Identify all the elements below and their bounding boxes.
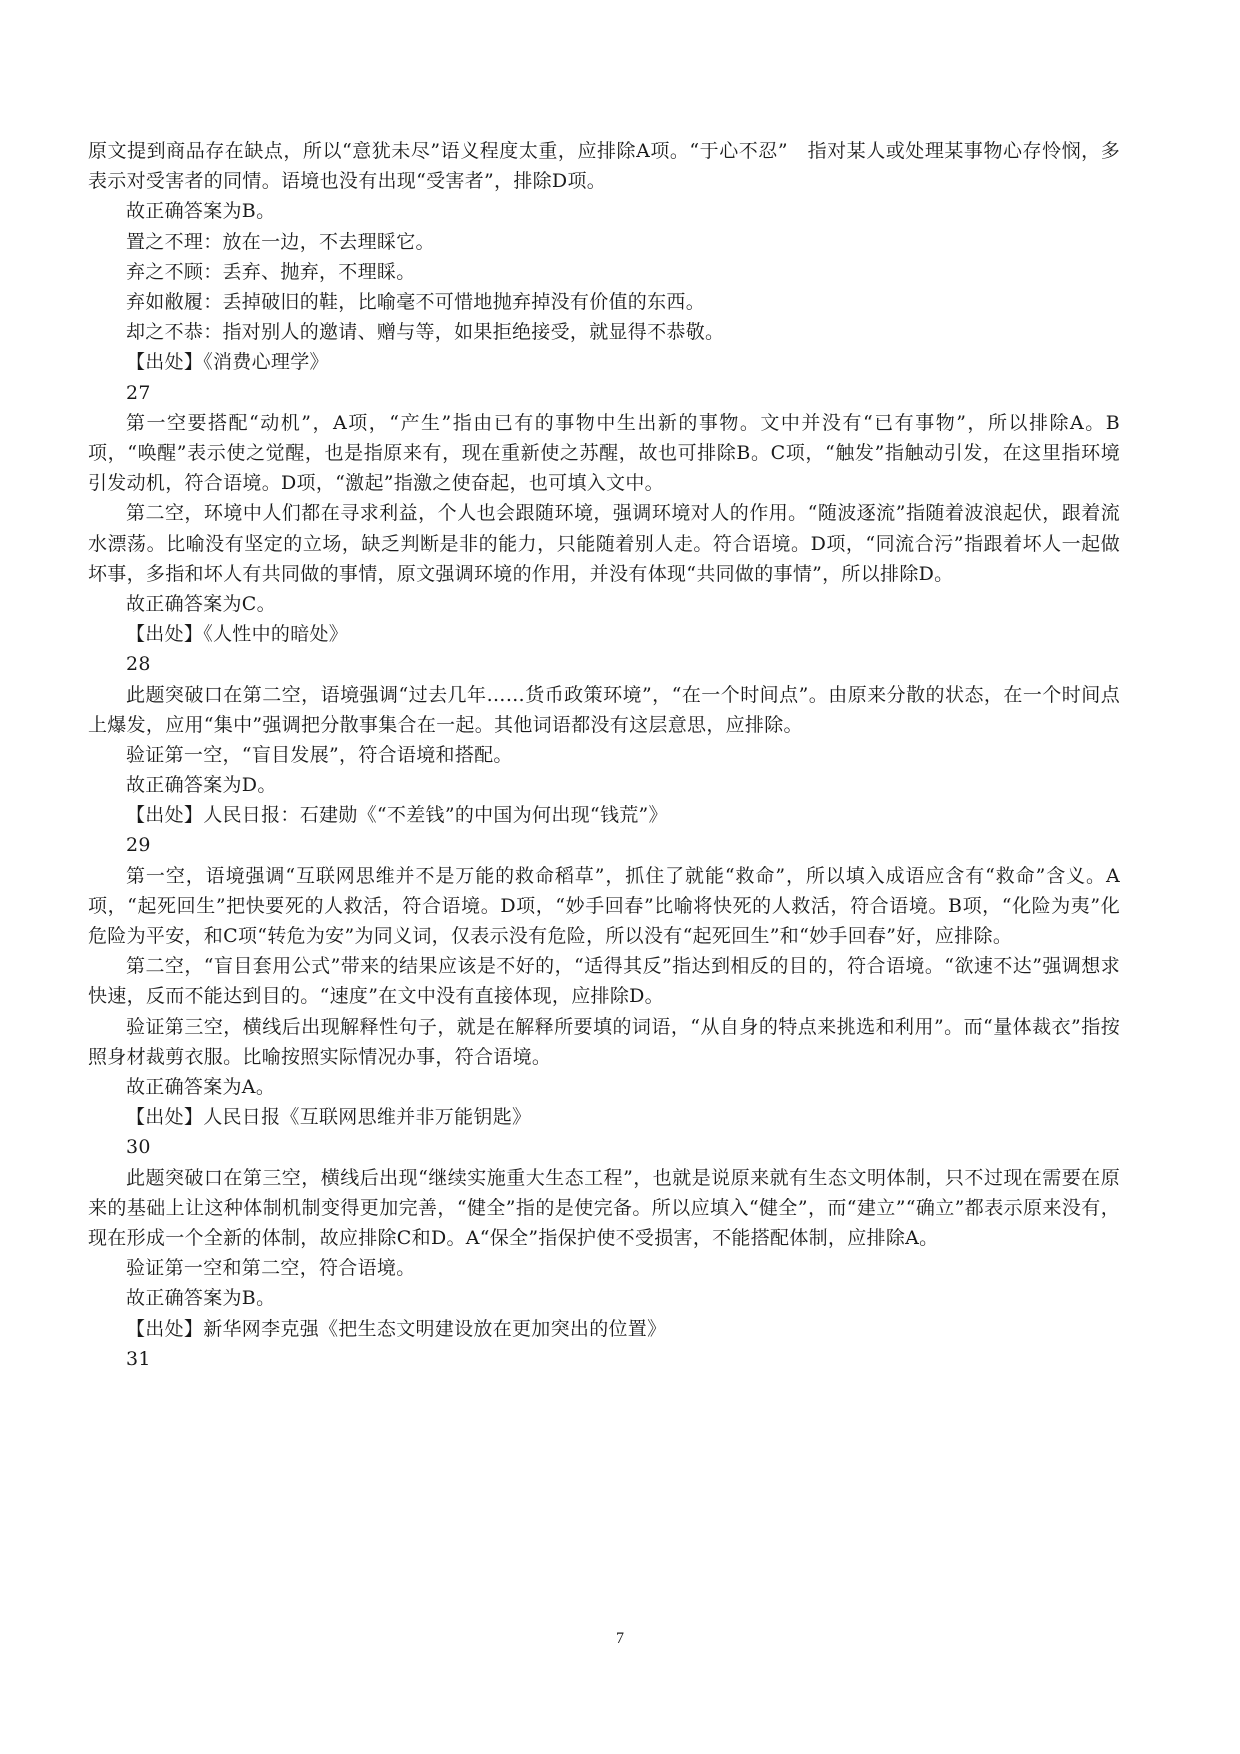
definition-qi-zhi-bu-gu: 弃之不顾：丢弃、抛弃，不理睬。	[126, 260, 416, 283]
source-q30: 【出处】新华网李克强《把生态文明建设放在更加突出的位置》	[126, 1317, 667, 1340]
paragraph-q28-analysis: 此题突破口在第二空，语境强调“过去几年……货币政策环境”，“在一个时间点”。由原来分散的状态，在一个时间点上爆发，应用“集中”强调把分散事集合在一起。其他词语都没有这层意思，应排除。	[88, 683, 1120, 736]
question-number-30: 30	[126, 1136, 151, 1159]
answer-q26: 故正确答案为B。	[126, 200, 276, 223]
paragraph-q30-analysis: 此题突破口在第三空，横线后出现“继续实施重大生态工程”，也就是说原来就有生态文明体制，只不过现在需要在原来的基础上让这种体制机制变得更加完善，“健全”指的是使完备。所以应填入“健全”，而“建立”“确立”都表示原来没有，现在形成一个全新的体制，故应排除C和D。A“保全”指保护使不受损害，不能搭配体制，应排除A。	[88, 1166, 1120, 1250]
paragraph-q29-blank2: 第二空，“盲目套用公式”带来的结果应该是不好的，“适得其反”指达到相反的目的，符合语境。“欲速不达”强调想求快速，反而不能达到目的。“速度”在文中没有直接体现，应排除D。	[88, 955, 1120, 1008]
page-number: 7	[616, 1630, 624, 1647]
paragraph-q27-blank2: 第二空，环境中人们都在寻求利益，个人也会跟随环境，强调环境对人的作用。“随波逐流”指随着波浪起伏，跟着流水漂荡。比喻没有坚定的立场，缺乏判断是非的能力，只能随着别人走。符合语境。D项，“同流合污”指跟着坏人一起做坏事，多指和坏人有共同做的事情，原文强调环境的作用，并没有体现“共同做的事情”，所以排除D。	[88, 502, 1120, 585]
answer-q30: 故正确答案为B。	[126, 1287, 276, 1310]
source-q29: 【出处】人民日报《互联网思维并非万能钥匙》	[126, 1106, 532, 1129]
verify-q30: 验证第一空和第二空，符合语境。	[126, 1257, 416, 1280]
definition-zhi-zhi-bu-li: 置之不理：放在一边，不去理睬它。	[126, 230, 435, 253]
source-q26: 【出处】《消费心理学》	[126, 351, 329, 374]
question-number-29: 29	[126, 834, 151, 857]
source-q27: 【出处】《人性中的暗处》	[126, 623, 349, 646]
question-number-28: 28	[126, 653, 151, 676]
definition-que-zhi-bu-gong: 却之不恭：指对别人的邀请、赠与等，如果拒绝接受，就显得不恭敬。	[126, 321, 725, 344]
question-number-31: 31	[126, 1347, 151, 1370]
definition-qi-ru-bi-lv: 弃如敝履：丢掉破旧的鞋，比喻毫不可惜地抛弃掉没有价值的东西。	[126, 290, 706, 313]
verify-q28: 验证第一空，“盲目发展”，符合语境和搭配。	[126, 743, 513, 766]
page-body	[88, 136, 1120, 1374]
question-number-27: 27	[126, 381, 151, 404]
paragraph-q29-blank1: 第一空，语境强调“互联网思维并不是万能的救命稻草”，抓住了就能“救命”，所以填入成语应含有“救命”含义。A项，“起死回生”把快要死的人救活，符合语境。D项，“妙手回春”比喻将快死的人救活，符合语境。B项，“化险为夷”化危险为平安，和C项“转危为安”为同义词，仅表示没有危险，所以没有“起死回生”和“妙手回春”好，应排除。	[88, 864, 1120, 948]
answer-q27: 故正确答案为C。	[126, 592, 276, 615]
paragraph-q29-blank3: 验证第三空，横线后出现解释性句子，就是在解释所要填的词语，“从自身的特点来挑选和利用”。而“量体裁衣”指按照身材裁剪衣服。比喻按照实际情况办事，符合语境。	[88, 1015, 1120, 1068]
answer-q29: 故正确答案为A。	[126, 1076, 276, 1099]
paragraph-q26-analysis: 原文提到商品存在缺点，所以“意犹未尽”语义程度太重，应排除A项。“于心不忍” 指对某人或处理某事物心存怜悯，多表示对受害者的同情。语境也没有出现“受害者”，排除D项。	[88, 140, 1120, 193]
source-q28: 【出处】人民日报：石建勋《“不差钱”的中国为何出现“钱荒”》	[126, 804, 668, 827]
answer-q28: 故正确答案为D。	[126, 774, 277, 797]
paragraph-q27-blank1: 第一空要搭配“动机”，A项，“产生”指由已有的事物中生出新的事物。文中并没有“已有事物”，所以排除A。B项，“唤醒”表示使之觉醒，也是指原来有，现在重新使之苏醒，故也可排除B。C项，“触发”指触动引发，在这里指环境引发动机，符合语境。D项，“激起”指激之使奋起，也可填入文中。	[88, 411, 1120, 495]
